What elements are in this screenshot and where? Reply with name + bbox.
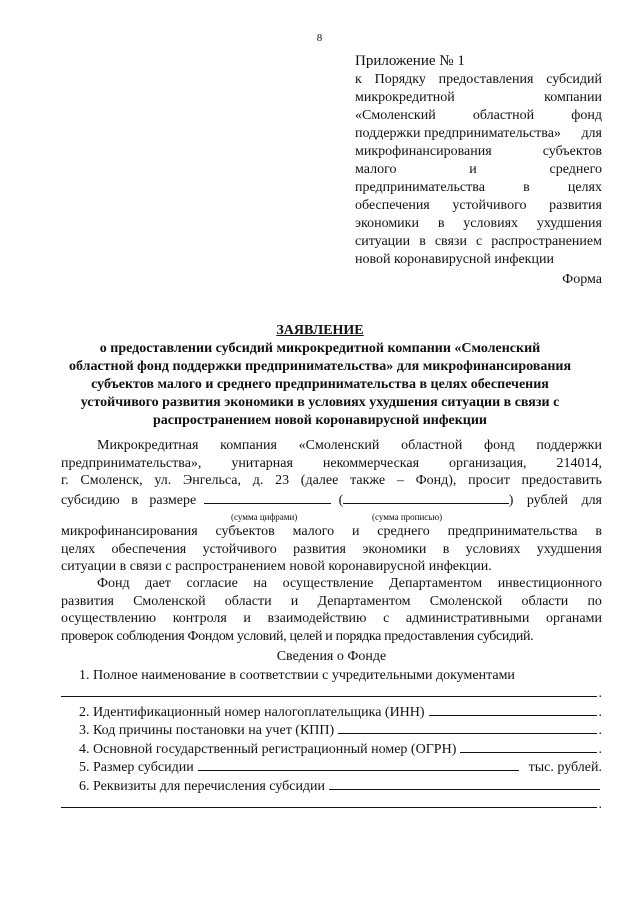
text-line: осуществлению контроля и взаимодействию с административными органами (61, 611, 602, 626)
text-line: целях обеспечения устойчивого развития экономики в условиях ухудшения (61, 541, 602, 557)
hint-digits: (сумма цифрами) (231, 512, 298, 522)
annex-line: новой коронавирусной инфекции (355, 252, 554, 267)
page-number: 8 (316, 32, 323, 44)
item-label: 6. Реквизиты для перечисления субсидии (79, 778, 326, 794)
annex-text (355, 71, 602, 269)
text-line: Микрокредитная компания «Смоленский областной фонд поддержки (97, 438, 602, 453)
title-main: ЗАЯВЛЕНИЕ (276, 323, 364, 338)
text-line: ситуации в связи с распространением новой коронавирусной инфекции. (61, 559, 492, 574)
title-line: устойчивого развития экономики в условиях ухудшения ситуации в связи с (80, 395, 560, 410)
end-dot: . (598, 686, 602, 701)
amount-hints (61, 509, 602, 523)
annex-line: поддержки предпринимательства» для (355, 126, 602, 141)
amount-words-field[interactable] (343, 490, 508, 504)
annex-line: предпринимательства в целях (355, 180, 602, 195)
end-dot: . (598, 704, 602, 720)
annex-line: малого и среднего (355, 162, 602, 177)
title-line: областной фонд поддержки предпринимательства» для микрофинансирования (68, 359, 572, 374)
request-paragraph (61, 437, 602, 576)
text-line: предпринимательства», унитарная некоммерческая организация, 214014, (61, 455, 602, 471)
amount-line (61, 490, 602, 510)
title-line: о предоставлении субсидий микрокредитной компании «Смоленский (99, 341, 541, 356)
title-line: субъектов малого и среднего предпринимательства в целях обеспечения (91, 377, 549, 392)
info-item-5[interactable] (61, 759, 602, 778)
unit-label: тыс. рублей. (528, 760, 602, 775)
text-line: Фонд дает согласие на осуществление Департаментом инвестиционного (97, 576, 602, 591)
text-line: развития Смоленской области и Департаментом Смоленской области по (61, 593, 602, 609)
info-item-6[interactable] (61, 778, 602, 797)
annex-line: микрокредитной компании (355, 90, 602, 105)
annex-line: к Порядку предоставления субсидий (355, 72, 602, 87)
info-item-1: 1. Полное наименование в соответствии с учредительными документами (79, 668, 515, 683)
amount-digits-field[interactable] (204, 490, 330, 504)
item-label: 3. Код причины постановки на учет (КПП) (79, 723, 335, 738)
end-dot: . (598, 723, 602, 738)
annex-line: «Смоленский областной фонд (355, 108, 602, 123)
form-label: Форма (562, 272, 602, 287)
end-dot: . (598, 741, 602, 757)
item-label: 5. Размер субсидии (79, 760, 194, 775)
annex-line: экономики в условиях ухудшения (355, 216, 602, 231)
title-line: распространением новой коронавирусной инфекции (153, 413, 487, 428)
amount-suffix: ) рублей для (508, 492, 602, 508)
annex-block (355, 52, 602, 269)
annex-line: микрофинансирования субъектов (355, 144, 602, 159)
info-item-4[interactable] (61, 741, 602, 760)
text-line: проверок соблюдения Фондом условий, целей и порядка предоставления субсидий. (61, 628, 534, 644)
text-line: г. Смоленск, ул. Энгельса, д. 23 (далее также – Фонд), просит предоставить (61, 473, 602, 488)
fund-info (61, 648, 602, 815)
info-item-3[interactable] (61, 722, 602, 741)
consent-paragraph (61, 575, 602, 645)
text-line: микрофинансирования субъектов малого и среднего предпринимательства в (61, 524, 602, 539)
hint-words: (сумма прописью) (372, 512, 443, 522)
annex-line: ситуации в связи с распространением (355, 234, 602, 249)
info-item-2[interactable] (61, 704, 602, 723)
item-label: 2. Идентификационный номер налогоплательщика (ИНН) (79, 704, 425, 720)
amount-label: субсидию в размере (61, 492, 197, 508)
info-item-6-field[interactable] (61, 796, 602, 815)
info-heading: Сведения о Фонде (276, 649, 387, 664)
info-item-1-field[interactable] (61, 685, 602, 704)
annex-heading: Приложение № 1 (355, 53, 465, 69)
item-label: 4. Основной государственный регистрационный номер (ОГРН) (79, 741, 457, 757)
end-dot: . (598, 797, 602, 812)
document-title (40, 322, 600, 430)
annex-line: обеспечения устойчивого развития (355, 198, 602, 213)
paren-open: ( (338, 492, 344, 508)
